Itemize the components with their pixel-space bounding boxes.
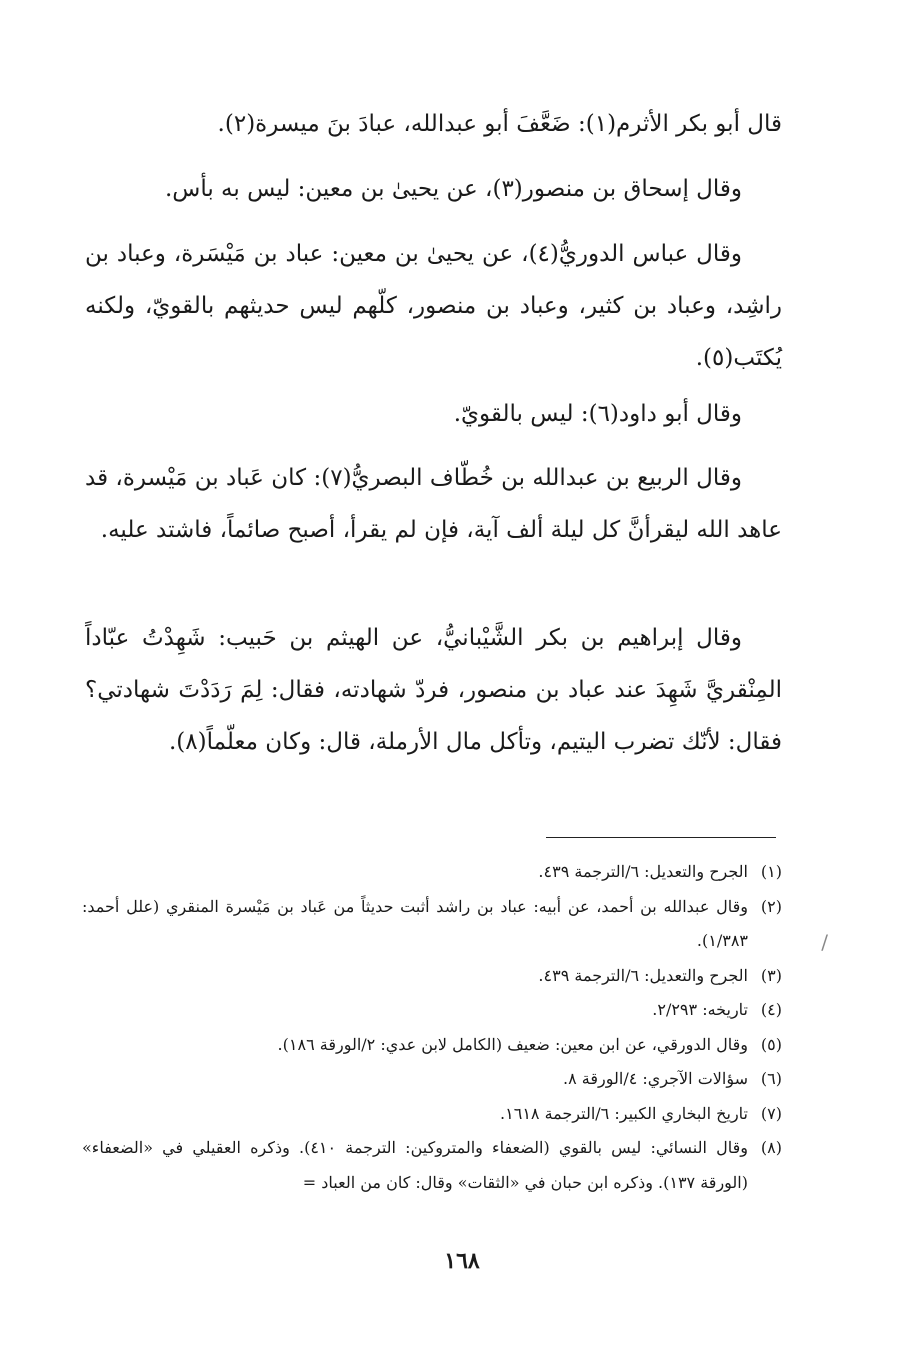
footnote-text: سؤالات الآجري: ٤/الورقة ٨. [563,1069,748,1088]
footnote-text: الجرح والتعديل: ٦/الترجمة ٤٣٩. [538,965,748,985]
footnote-text: الجرح والتعديل: ٦/الترجمة ٤٣٩. [538,862,748,881]
footnote [82,1131,782,1200]
paragraph-4: وقال أبو داود(٦): ليس بالقويّ. [453,401,742,427]
footnote [82,1097,782,1132]
paragraph-5: وقال الربيع بن عبدالله بن خُطّاف البصريُّ(٧): كان عَباد بن مَيْسرة، قد عاهد الله ليقرأنَّ كل ليلة ألف آية، فإن لم يقرأ، أصبح صائماً، فاشتد عليه. [85,465,782,543]
footnote-text: تاريخه: ٢/٢٩٣. [652,1000,748,1019]
footnote [82,993,782,1028]
footnote-number: (٣) [760,965,782,985]
footnote-number: (٧) [760,1103,782,1123]
footnote [82,1028,782,1063]
footnote [82,855,782,890]
footnote-number: (٨) [760,1138,782,1157]
footnote-text: وقال النسائي: ليس بالقوي (الضعفاء والمتروكين: الترجمة ٤١٠). وذكره العقيلي في «الضعفاء» (الورقة ١٣٧). وذكره ابن حبان في «الثقات» وقال: كان من العباد = [82,1138,748,1192]
footnote-divider [546,837,776,838]
paragraph-6: وقال إبراهيم بن بكر الشَّيْبانيُّ، عن الهيثم بن حَبيب: شَهِدْتُ عبّاداً المِنْقريَّ شَهِدَ عند عباد بن منصور، فردّ شهادته، فقال: لِمَ رَدَدْتَ شهادتي؟ فقال: لأنّك تضرب اليتيم، وتأكل مال الأرملة، قال: وكان معلّماً(٨). [85,625,782,755]
paragraph-3: وقال عباس الدوريُّ(٤)، عن يحيىٰ بن معين: عباد بن مَيْسَرة، وعباد بن راشِد، وعباد بن كثير، وعباد بن منصور، كلّهم ليس حديثهم بالقويّ، ولكنه يُكتَب(٥). [85,241,782,371]
footnote-number: (٥) [760,1034,782,1054]
paragraph-1: قال أبو بكر الأثرم(١): ضَعَّفَ أبو عبدالله، عبادَ بنَ ميسرة(٢). [217,111,782,137]
footnote-text: وقال عبدالله بن أحمد، عن أبيه: عباد بن راشد أثبت حديثاً من عَباد بن مَيْسرة المنقري (علل أحمد: ١/٣٨٣). [82,896,749,950]
footnote-number: (٦) [760,1069,782,1088]
paragraph-2: وقال إسحاق بن منصور(٣)، عن يحيىٰ بن معين: ليس به بأس. [164,176,742,202]
footnote [82,1062,782,1097]
footnote-text: تاريخ البخاري الكبير: ٦/الترجمة ١٦١٨. [500,1103,748,1123]
footnotes [82,855,782,1200]
footnote-number: (٢) [760,896,782,916]
footnote-number: (١) [760,862,782,881]
page-number: ١٦٨ [444,1248,480,1274]
footnote [82,959,782,994]
footnote [82,890,782,959]
footnote-number: (٤) [760,1000,782,1019]
footnote-text: وقال الدورقي، عن ابن معين: ضعيف (الكامل لابن عدي: ٢/الورقة ١٨٦). [277,1034,748,1054]
margin-scratch-mark: / [821,930,828,954]
